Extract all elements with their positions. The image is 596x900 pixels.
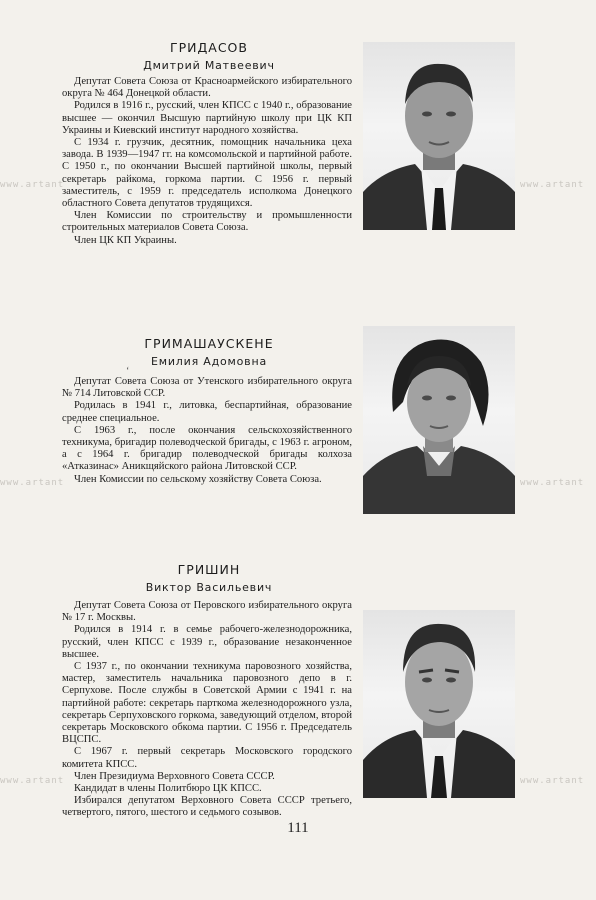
portrait-photo [363, 42, 515, 230]
watermark-left: www.artant [0, 776, 65, 786]
given-names: Дмитрий Матвеевич [143, 59, 275, 72]
watermark-right: www.artant [520, 776, 585, 786]
given-names: Виктор Васильевич [145, 581, 273, 594]
bio-paragraph: Член Президиума Верховного Совета СССР. [74, 770, 275, 782]
bio-paragraph: С 1934 г. грузчик, десятник, помощник начальника цеха завода. В 1939—1947 гг. на комсомольской и партийной работе. С 1950 г., по окончании Высшей партийной школы, первый секретарь райкома, горкома партии. С 1956 г. первый заместитель, с 1959 г. председатель исполкома Донецкого областного Совета депутатов трудящихся. [62, 137, 352, 210]
entry-heading [66, 562, 352, 594]
bio-paragraph: Родился в 1914 г. в семье рабочего-железнодорожника, русский, член КПСС с 1939 г., образование незаконченное высшее. [62, 624, 352, 660]
watermark-left: www.artant [0, 180, 65, 190]
bio-paragraph: Родилась в 1941 г., литовка, беспартийная, образование среднее специальное. [62, 400, 352, 424]
print-mark: ʻ [126, 366, 130, 377]
portrait-photo [363, 326, 515, 514]
biography [62, 600, 352, 820]
surname: ГРИШИН [177, 562, 241, 577]
entry-heading [66, 336, 352, 368]
bio-paragraph: С 1963 г., после окончания сельскохозяйственного техникума, бригадир полеводческой бригады, с 1963 г. агроном, а с 1964 г. бригадир полеводческой бригады колхоза «Атказинас» Аникщяйского района Литовской ССР. [62, 424, 352, 473]
biography [62, 76, 352, 247]
bio-paragraph: Депутат Совета Союза от Утенского избирательного округа № 714 Литовской ССР. [62, 376, 352, 400]
watermark-right: www.artant [520, 478, 585, 488]
bio-paragraph: Избирался депутатом Верховного Совета СССР третьего, четвертого, пятого, шестого и седьмого созывов. [62, 795, 352, 819]
portrait-photo [363, 610, 515, 798]
bio-paragraph: Член ЦК КП Украины. [74, 234, 177, 246]
bio-paragraph: Депутат Совета Союза от Перовского избирательного округа № 17 г. Москвы. [62, 600, 352, 624]
bio-paragraph: Кандидат в члены Политбюро ЦК КПСС. [74, 783, 262, 795]
bio-paragraph: Член Комиссии по строительству и промышленности строительных материалов Совета Союза. [62, 210, 352, 234]
bio-paragraph: С 1937 г., по окончании техникума паровозного хозяйства, мастер, заместитель начальника паровозного депо в г. Серпухове. После службы в Советской Армии с 1941 г. на партийной работе: секретарь парткома железнодорожного узла, секретарь Серпуховского горкома, заведующий отделом, второй секретарь Московского обкома партии. С 1956 г. Председатель ВЦСПС. [62, 661, 352, 746]
biography [62, 376, 352, 486]
entry-heading [66, 40, 352, 72]
watermark-right: www.artant [520, 180, 585, 190]
bio-paragraph: С 1967 г. первый секретарь Московского городского комитета КПСС. [62, 746, 352, 770]
watermark-left: www.artant [0, 478, 65, 488]
bio-paragraph: Родился в 1916 г., русский, член КПСС с 1940 г., образование высшее — окончил Высшую партийную школу при ЦК КП Украины и Киевский институт народного хозяйства. [62, 100, 352, 136]
bio-paragraph: Член Комиссии по сельскому хозяйству Совета Союза. [74, 473, 322, 485]
surname: ГРИДАСОВ [170, 40, 248, 55]
surname: ГРИМАШАУСКЕНЕ [144, 336, 274, 351]
bio-paragraph: Депутат Совета Союза от Красноармейского избирательного округа № 464 Донецкой области. [62, 76, 352, 100]
given-names: Емилия Адомовна [151, 355, 267, 368]
page-number: 111 [287, 820, 309, 836]
